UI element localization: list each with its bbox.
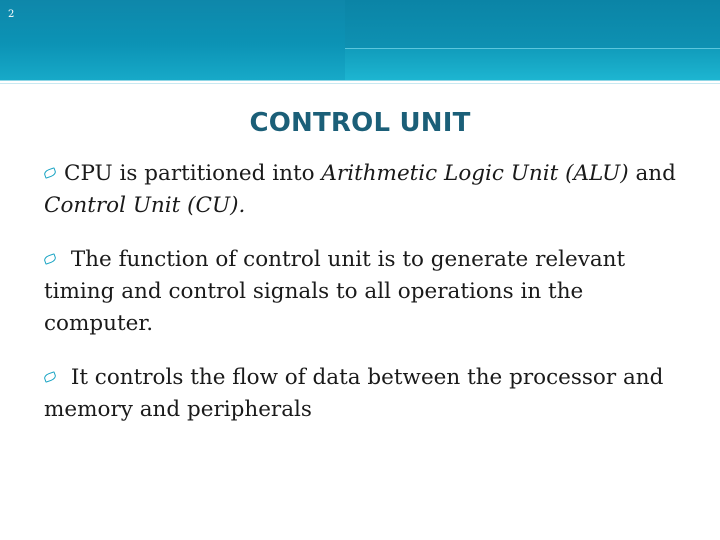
bullet-item: [44, 158, 694, 222]
bullet-text: and: [628, 161, 676, 186]
leaf-bullet-icon: [44, 254, 58, 264]
header-divider: [0, 80, 720, 84]
bullet-text: It controls the flow of data between the processor and memory and peripherals: [44, 365, 664, 422]
bullet-text: CPU is partitioned into: [64, 161, 322, 186]
bullet-text-emphasis: Arithmetic Logic Unit (ALU): [321, 161, 629, 186]
bullet-text: The function of control unit is to generate relevant timing and control signals to all operations in the computer.: [44, 247, 626, 336]
bullet-text: .: [238, 193, 246, 218]
header-band-right-inset: [345, 0, 720, 49]
bullet-text-emphasis: Control Unit (CU): [44, 193, 239, 218]
bullet-item: [44, 362, 694, 426]
header-band-left: [0, 0, 345, 80]
slide-title: CONTROL UNIT: [249, 108, 471, 138]
slide-number: 2: [8, 9, 15, 20]
leaf-bullet-icon: [44, 168, 58, 178]
slide-body: [44, 158, 694, 448]
leaf-bullet-icon: [44, 372, 58, 382]
bullet-item: [44, 244, 694, 340]
